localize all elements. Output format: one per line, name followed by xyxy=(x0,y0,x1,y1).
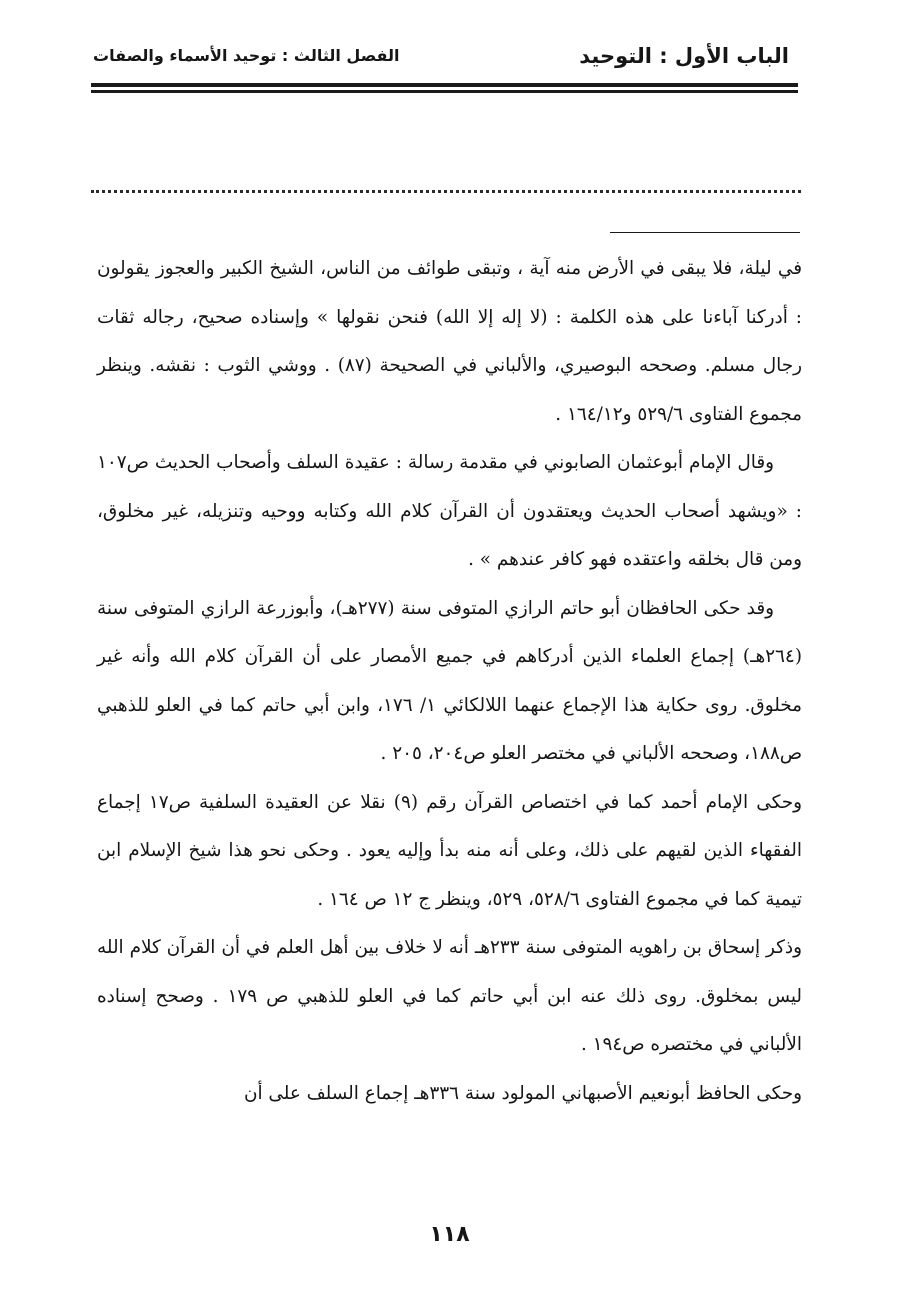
footnote-rule xyxy=(610,232,800,233)
header-rule-thin xyxy=(91,90,798,93)
footnote-paragraph: في ليلة، فلا يبقى في الأرض منه آية ، وتبقى طوائف من الناس، الشيخ الكبير والعجوز يقولون : أدركنا آباءنا على هذه الكلمة : (لا إله إلا الله) فنحن نقولها » وإسناده صحيح، رجاله ثقات رجال مسلم. وصححه البوصيري، والألباني في الصحيحة (٨٧) . ووشي الثوب : نقشه. وينظر مجموع الفتاوى ٥٢٩/٦ و١٦٤/١٢ . xyxy=(97,258,802,425)
footnote-body xyxy=(97,245,802,1118)
dotted-separator xyxy=(91,190,801,207)
footnote-paragraph: وذكر إسحاق بن راهويه المتوفى سنة ٢٣٣هـ أنه لا خلاف بين أهل العلم في أن القرآن كلام الله ليس بمخلوق. روى ذلك عنه ابن أبي حاتم كما في العلو للذهبي ص ١٧٩ . وصحح إسناده الألباني في مختصره ص١٩٤ . xyxy=(97,937,802,1055)
footnote-paragraph: وحكى الإمام أحمد كما في اختصاص القرآن رقم (٩) نقلا عن العقيدة السلفية ص١٧ إجماع الفقهاء الذين لقيهم على ذلك، وعلى أنه منه بدأ وإليه يعود . وحكى نحو هذا شيخ الإسلام ابن تيمية كما في مجموع الفتاوى ٥٢٨/٦، ٥٢٩، وينظر ج ١٢ ص ١٦٤ . xyxy=(97,791,802,910)
page-number: ١١٨ xyxy=(429,1222,470,1247)
chapter-header: الفصل الثالث : توحيد الأسماء والصفات xyxy=(93,46,400,65)
footnote-paragraph: وقد حكى الحافظان أبو حاتم الرازي المتوفى سنة (٢٧٧هـ)، وأبوزرعة الرازي المتوفى سنة (٢٦٤هـ) إجماع العلماء الذين أدركاهم في جميع الأمصار على أن القرآن كلام الله وأنه غير مخلوق. روى حكاية هذا الإجماع عنهما اللالكائي ١/ ١٧٦، وابن أبي حاتم كما في العلو للذهبي ص١٨٨، وصححه الألباني في مختصر العلو ص٢٠٤، ٢٠٥ . xyxy=(97,597,802,764)
footnote-paragraph: وحكى الحافظ أبونعيم الأصبهاني المولود سنة ٣٣٦هـ إجماع السلف على أن xyxy=(243,1082,802,1104)
footnote-paragraph: وقال الإمام أبوعثمان الصابوني في مقدمة رسالة : عقيدة السلف وأصحاب الحديث ص١٠٧ : «ويشهد أصحاب الحديث ويعتقدون أن القرآن كلام الله وكتابه ووحيه وتنزيله، غير مخلوق، ومن قال بخلقه واعتقده فهو كافر عندهم » . xyxy=(97,452,802,570)
part-header: الباب الأول : التوحيد xyxy=(579,44,789,68)
header-rule-thick xyxy=(91,83,798,87)
